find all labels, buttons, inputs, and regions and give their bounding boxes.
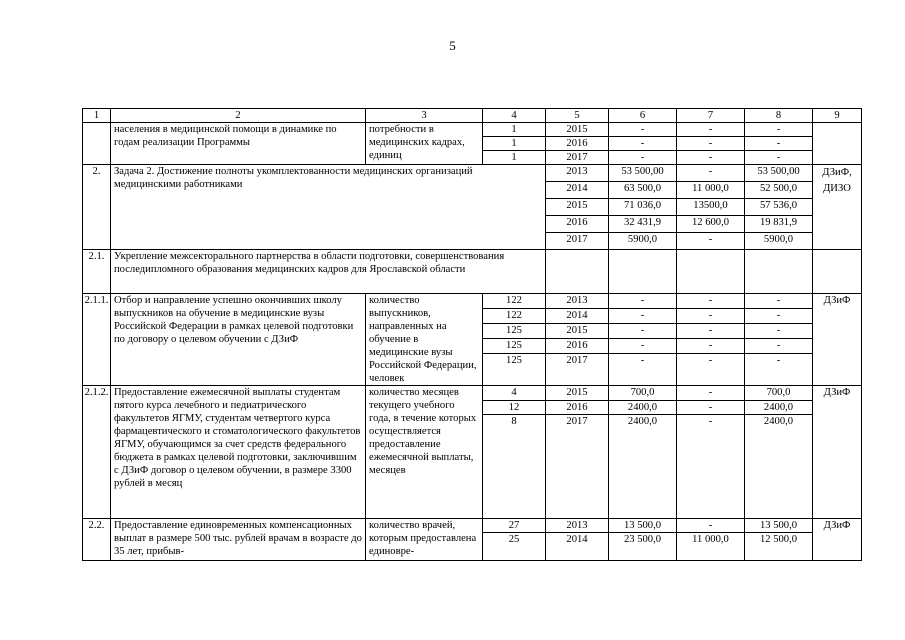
total-cell: - bbox=[609, 308, 677, 323]
indicator-value: 1 bbox=[483, 151, 546, 165]
federal-cell: - bbox=[677, 415, 745, 519]
regional-cell: - bbox=[745, 294, 813, 309]
regional-cell: 2400,0 bbox=[745, 401, 813, 415]
total-cell: - bbox=[609, 323, 677, 338]
year-cell: 2013 bbox=[546, 165, 609, 182]
col-header: 3 bbox=[366, 109, 483, 123]
regional-cell: - bbox=[745, 123, 813, 137]
empty-cell bbox=[813, 250, 862, 294]
executor-cell: ДЗиФ bbox=[813, 519, 862, 561]
federal-cell: 11 000,0 bbox=[677, 182, 745, 199]
federal-cell: - bbox=[677, 323, 745, 338]
indicator-value: 1 bbox=[483, 137, 546, 151]
row-number: 2.2. bbox=[83, 519, 111, 561]
indicator-text: количество выпускников, направленных на обучение в медицинские вузы Российской Федерации, человек bbox=[366, 294, 483, 386]
federal-cell: - bbox=[677, 151, 745, 165]
year-cell: 2014 bbox=[546, 308, 609, 323]
col-header: 1 bbox=[83, 109, 111, 123]
federal-cell: - bbox=[677, 308, 745, 323]
task-text: Задача 2. Достижение полноты укомплектованности медицинских организаций медицинскими работниками bbox=[111, 165, 546, 250]
table-row bbox=[83, 250, 862, 294]
table-row bbox=[83, 519, 862, 533]
page-number: 5 bbox=[449, 38, 456, 53]
total-cell: - bbox=[609, 137, 677, 151]
activity-text: Предоставление единовременных компенсационных выплат в размере 500 тыс. рублей врачам в возрасте до 35 лет, прибыв- bbox=[111, 519, 366, 561]
column-number-row bbox=[83, 109, 862, 123]
activity-text: Предоставление ежемесячной выплаты студентам пятого курса лечебного и педиатрического факультетов ЯГМУ, студентам четвертого курса фармацевтического и стоматологического факультетов ЯГМУ, обучающимся за счет средств федерального бюджета в рамках целевой подготовки, заключившим с ДЗиФ договор о целевом обучении, в размере 3300 рублей в месяц bbox=[111, 386, 366, 519]
federal-cell: - bbox=[677, 165, 745, 182]
total-cell: 23 500,0 bbox=[609, 533, 677, 561]
indicator-value: 125 bbox=[483, 353, 546, 385]
total-cell: 71 036,0 bbox=[609, 199, 677, 216]
federal-cell: - bbox=[677, 338, 745, 353]
indicator-value: 122 bbox=[483, 294, 546, 309]
year-cell: 2014 bbox=[546, 182, 609, 199]
regional-cell: - bbox=[745, 308, 813, 323]
total-cell: - bbox=[609, 294, 677, 309]
activity-text: населения в медицинской помощи в динамике по годам реализации Программы bbox=[111, 123, 366, 165]
table-row bbox=[83, 294, 862, 309]
federal-cell: - bbox=[677, 233, 745, 250]
total-cell: 700,0 bbox=[609, 386, 677, 401]
year-cell: 2016 bbox=[546, 338, 609, 353]
year-cell: 2017 bbox=[546, 415, 609, 519]
year-cell: 2014 bbox=[546, 533, 609, 561]
federal-cell: - bbox=[677, 123, 745, 137]
regional-cell: 19 831,9 bbox=[745, 216, 813, 233]
regional-cell: - bbox=[745, 137, 813, 151]
federal-cell: 13500,0 bbox=[677, 199, 745, 216]
total-cell: - bbox=[609, 338, 677, 353]
federal-cell: 12 600,0 bbox=[677, 216, 745, 233]
indicator-text: потребности в медицинских кадрах, единиц bbox=[366, 123, 483, 165]
row-number bbox=[83, 123, 111, 165]
regional-cell: - bbox=[745, 323, 813, 338]
col-header: 5 bbox=[546, 109, 609, 123]
indicator-value: 27 bbox=[483, 519, 546, 533]
executor-cell: ДЗиФ bbox=[813, 294, 862, 386]
row-number: 2.1. bbox=[83, 250, 111, 294]
col-header: 4 bbox=[483, 109, 546, 123]
total-cell: 53 500,00 bbox=[609, 165, 677, 182]
row-number: 2.1.1. bbox=[83, 294, 111, 386]
regional-cell: 52 500,0 bbox=[745, 182, 813, 199]
federal-cell: - bbox=[677, 386, 745, 401]
federal-cell: - bbox=[677, 137, 745, 151]
regional-cell: - bbox=[745, 338, 813, 353]
table-row bbox=[83, 165, 862, 182]
regional-cell: 700,0 bbox=[745, 386, 813, 401]
year-cell: 2016 bbox=[546, 137, 609, 151]
total-cell: - bbox=[609, 151, 677, 165]
col-header: 2 bbox=[111, 109, 366, 123]
federal-cell: - bbox=[677, 294, 745, 309]
indicator-value: 122 bbox=[483, 308, 546, 323]
year-cell: 2016 bbox=[546, 401, 609, 415]
regional-cell: 13 500,0 bbox=[745, 519, 813, 533]
total-cell: - bbox=[609, 123, 677, 137]
program-table-wrapper bbox=[82, 108, 862, 561]
indicator-value: 4 bbox=[483, 386, 546, 401]
regional-cell: - bbox=[745, 151, 813, 165]
total-cell: - bbox=[609, 353, 677, 385]
year-cell: 2017 bbox=[546, 151, 609, 165]
executor-cell: ДЗиФ bbox=[813, 386, 862, 519]
col-header: 7 bbox=[677, 109, 745, 123]
activity-text: Отбор и направление успешно окончивших школу выпускников на обучение в медицинские вузы Российской Федерации в рамках целевой подготовки по договору о целевом обучении с ДЗиФ bbox=[111, 294, 366, 386]
row-number: 2. bbox=[83, 165, 111, 250]
executor-cell bbox=[813, 123, 862, 165]
total-cell: 5900,0 bbox=[609, 233, 677, 250]
year-cell: 2015 bbox=[546, 323, 609, 338]
row-number: 2.1.2. bbox=[83, 386, 111, 519]
year-cell: 2017 bbox=[546, 233, 609, 250]
total-cell: 32 431,9 bbox=[609, 216, 677, 233]
year-cell: 2016 bbox=[546, 216, 609, 233]
regional-cell: 53 500,00 bbox=[745, 165, 813, 182]
year-cell: 2015 bbox=[546, 123, 609, 137]
col-header: 6 bbox=[609, 109, 677, 123]
year-cell: 2013 bbox=[546, 294, 609, 309]
section-text: Укрепление межсекторального партнерства в области подготовки, совершенствования последипломного образования медицинских кадров для Ярославской области bbox=[111, 250, 546, 294]
total-cell: 2400,0 bbox=[609, 401, 677, 415]
indicator-value: 8 bbox=[483, 415, 546, 519]
col-header: 9 bbox=[813, 109, 862, 123]
total-cell: 63 500,0 bbox=[609, 182, 677, 199]
indicator-value: 1 bbox=[483, 123, 546, 137]
indicator-value: 25 bbox=[483, 533, 546, 561]
federal-cell: - bbox=[677, 519, 745, 533]
regional-cell: 2400,0 bbox=[745, 415, 813, 519]
table-row bbox=[83, 123, 862, 137]
regional-cell: 5900,0 bbox=[745, 233, 813, 250]
year-cell: 2015 bbox=[546, 199, 609, 216]
executor-cell: ДЗиФ, ДИЗО bbox=[813, 165, 862, 250]
regional-cell: 12 500,0 bbox=[745, 533, 813, 561]
regional-cell: - bbox=[745, 353, 813, 385]
indicator-text: количество месяцев текущего учебного года, в течение которых осуществляется предоставление ежемесячной выплаты, месяцев bbox=[366, 386, 483, 519]
program-table bbox=[82, 108, 862, 561]
col-header: 8 bbox=[745, 109, 813, 123]
indicator-value: 12 bbox=[483, 401, 546, 415]
indicator-value: 125 bbox=[483, 323, 546, 338]
federal-cell: - bbox=[677, 353, 745, 385]
empty-cell bbox=[677, 250, 745, 294]
empty-cell bbox=[546, 250, 609, 294]
year-cell: 2015 bbox=[546, 386, 609, 401]
indicator-text: количество врачей, которым предоставлена единовре- bbox=[366, 519, 483, 561]
table-row bbox=[83, 386, 862, 401]
empty-cell bbox=[609, 250, 677, 294]
year-cell: 2017 bbox=[546, 353, 609, 385]
empty-cell bbox=[745, 250, 813, 294]
regional-cell: 57 536,0 bbox=[745, 199, 813, 216]
year-cell: 2013 bbox=[546, 519, 609, 533]
total-cell: 2400,0 bbox=[609, 415, 677, 519]
federal-cell: 11 000,0 bbox=[677, 533, 745, 561]
federal-cell: - bbox=[677, 401, 745, 415]
total-cell: 13 500,0 bbox=[609, 519, 677, 533]
indicator-value: 125 bbox=[483, 338, 546, 353]
